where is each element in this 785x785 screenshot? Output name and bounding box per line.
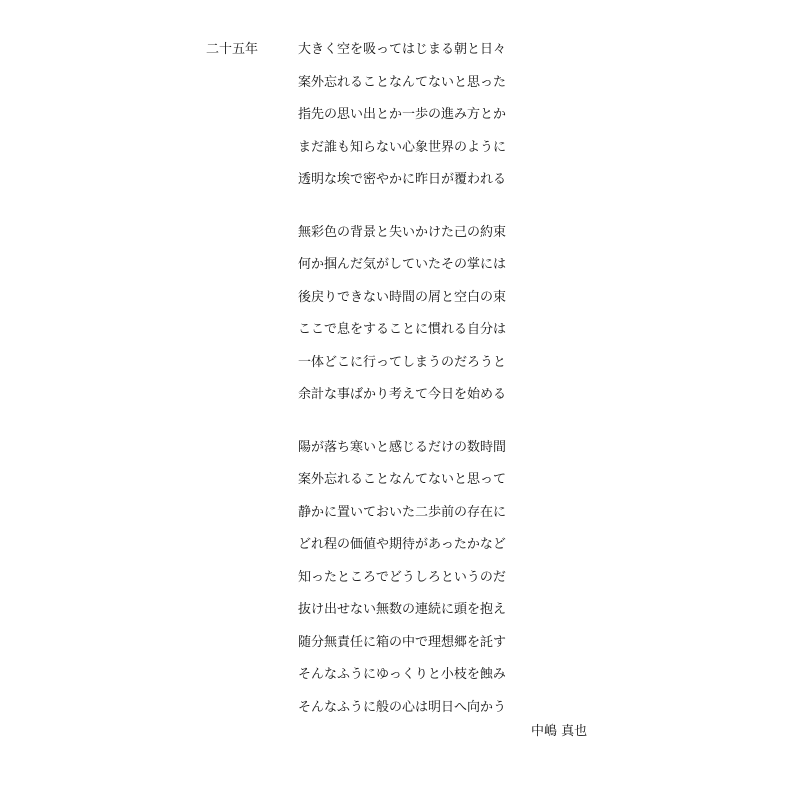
poem-body [298, 40, 518, 750]
stanza-2 [298, 223, 518, 406]
poem-line: 後戻りできない時間の屑と空白の束 [298, 289, 507, 305]
poem-line: 指先の思い出とか一歩の進み方とか [298, 107, 507, 122]
poem-line: 抜け出せない無数の連続に頭を抱え [298, 602, 507, 617]
poem-line: 一体どこに行ってしまうのだろうと [298, 354, 507, 370]
poem-line: そんなふうにゆっくりと小枝を蝕み [298, 667, 506, 682]
stanza-1 [298, 40, 518, 190]
poem-line: 静かに置いておいた二歩前の存在に [298, 504, 507, 520]
poem-line: 案外忘れることなんてないと思って [298, 472, 507, 487]
poem-line: 無彩色の背景と失いかけた己の約束 [298, 224, 507, 240]
poem-line: 余計な事ばかり考えて今日を始める [298, 387, 507, 402]
poem-line: 知ったところでどうしろというのだ [298, 569, 506, 585]
poem-line: 透明な埃で密やかに昨日が覆われる [298, 172, 507, 187]
poem-line: 案外忘れることなんてないと思った [298, 74, 507, 90]
poem-line: 随分無責任に箱の中で理想郷を託す [298, 634, 507, 650]
poem-line: まだ誰も知らない心象世界のように [298, 139, 507, 155]
poem-line: どれ程の価値や期待があったかなど [298, 537, 506, 552]
poem-title: 二十五年 [206, 42, 259, 57]
stanza-3 [298, 438, 518, 718]
poem-author: 中嶋 真也 [531, 724, 588, 739]
poem-line: そんなふうに般の心は明日へ向かう [298, 699, 507, 715]
poem-line: 大きく空を吸ってはじまる朝と日々 [298, 42, 507, 57]
poem-line: 何か掴んだ気がしていたその掌には [298, 257, 507, 272]
poem-line: ここで息をすることに慣れる自分は [298, 322, 507, 337]
poem-line: 陽が落ち寒いと感じるだけの数時間 [298, 439, 507, 455]
